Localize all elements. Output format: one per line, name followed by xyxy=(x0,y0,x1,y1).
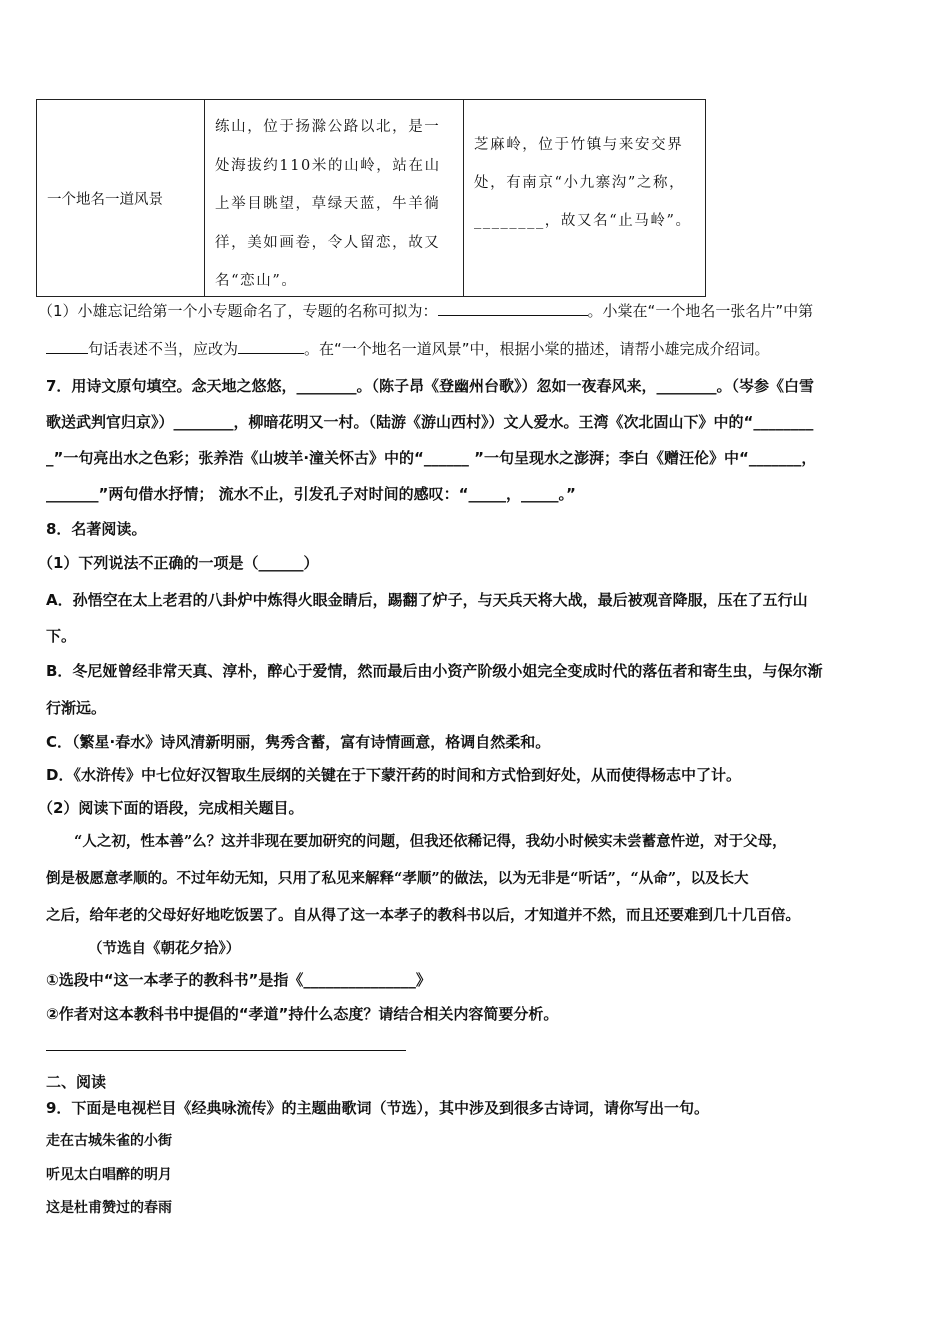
q8-part2: （2）阅读下面的语段，完成相关题目。 xyxy=(38,799,304,817)
q6-part1-line2 xyxy=(46,338,770,359)
q8-option-c: C．（繁星·春水》诗风清新明丽，隽秀含蓄，富有诗情画意，格调自然柔和。 xyxy=(46,733,551,751)
q7-line1: 7．用诗文原句填空。念天地之悠悠，________。（陈子昂《登幽州台歌》）忽如一夜春风来，________。（岑参《白雪 xyxy=(46,377,814,395)
answer-line[interactable] xyxy=(46,1050,406,1051)
q8-subquestion-2: ②作者对这本教科书中提倡的“孝道”持什么态度？请结合相关内容简要分析。 xyxy=(46,1005,559,1023)
lyric-line: 听见太白唱醉的明月 xyxy=(46,1167,172,1183)
q8-option-b-line2: 行渐远。 xyxy=(46,699,107,717)
passage-source: （节选自《朝花夕拾》） xyxy=(88,940,241,957)
table-cell-zhimaling: 芝麻岭，位于竹镇与来安交界处，有南京“小九寨沟”之称，________，故又名“止马岭”。 xyxy=(474,137,692,229)
answer-blank[interactable] xyxy=(438,301,588,316)
q6-text: 。在“一个地名一道风景”中，根据小棠的描述，请帮小雄完成介绍词。 xyxy=(304,340,770,358)
q6-text: （1）小雄忘记给第一个小专题命名了，专题的名称可拟为： xyxy=(38,302,438,320)
q8-option-a-line1: A．孙悟空在太上老君的八卦炉中炼得火眼金睛后，踢翻了炉子，与天兵天将大战，最后被观音降服，压在了五行山 xyxy=(46,591,808,609)
q7-line3: _”一句亮出水之色彩；张养浩《山坡羊·潼关怀古》中的“______ ”一句呈现水之澎湃；李白《赠汪伦》中“_______， xyxy=(46,449,817,467)
q8-option-a-line2: 下。 xyxy=(46,627,77,645)
q6-text: 。小棠在“一个地名一张名片”中第 xyxy=(587,302,814,320)
answer-blank[interactable] xyxy=(46,339,88,354)
q8-part1: （1）下列说法不正确的一项是（______） xyxy=(38,554,319,572)
q8-subquestion-1: ①选段中“这一本孝子的教科书”是指《_______________》 xyxy=(46,971,431,989)
passage-line2: 倒是极愿意孝顺的。不过年幼无知，只用了私见来解释“孝顺”的做法，以为无非是“听话”，“从命”，以及长大 xyxy=(46,870,749,887)
q6-part1-line1 xyxy=(38,300,813,321)
q9-prompt: 9．下面是电视栏目《经典咏流传》的主题曲歌词（节选），其中涉及到很多古诗词，请你写出一句。 xyxy=(46,1099,709,1117)
q8-option-b-line1: B．冬尼娅曾经非常天真、淳朴，醉心于爱情，然而最后由小资产阶级小姐完全变成时代的落伍者和寄生虫，与保尔渐 xyxy=(46,662,823,680)
passage-line3: 之后，给年老的父母好好地吃饭罢了。自从得了这一本孝子的教科书以后，才知道并不然，而且还要难到几十几百倍。 xyxy=(46,907,800,924)
q6-text: 句话表述不当，应改为 xyxy=(88,340,239,358)
q7-line2: 歌送武判官归京》）________，柳暗花明又一村。（陆游《游山西村》）文人爱水。王湾《次北固山下》中的“________ xyxy=(46,413,814,431)
answer-blank[interactable] xyxy=(238,339,304,354)
lyric-line: 这是杜甫赞过的春雨 xyxy=(46,1200,172,1216)
lyric-line: 走在古城朱雀的小街 xyxy=(46,1133,172,1149)
q7-line4: _______”两句借水抒情； 流水不止，引发孔子对时间的感叹：“_____，_____。” xyxy=(46,485,576,503)
table-cell-lianshan: 练山，位于扬滁公路以北，是一处海拔约110米的山岭，站在山上举目眺望，草绿天蓝，牛羊徜徉，美如画卷，令人留恋，故又名“恋山”。 xyxy=(205,100,464,296)
q8-option-d: D．《水浒传》中七位好汉智取生辰纲的关键在于下蒙汗药的时间和方式恰到好处，从而使得杨志中了计。 xyxy=(46,766,741,784)
place-name-table xyxy=(36,99,706,297)
table-row-label: 一个地名一道风景 xyxy=(37,100,205,296)
section-heading-reading: 二、阅读 xyxy=(46,1073,107,1091)
passage-line1: “人之初，性本善”么？这并非现在要加研究的问题，但我还依稀记得，我幼小时候实未尝蓄意忤逆，对于父母， xyxy=(74,833,787,850)
q8-title: 8．名著阅读。 xyxy=(46,520,147,538)
